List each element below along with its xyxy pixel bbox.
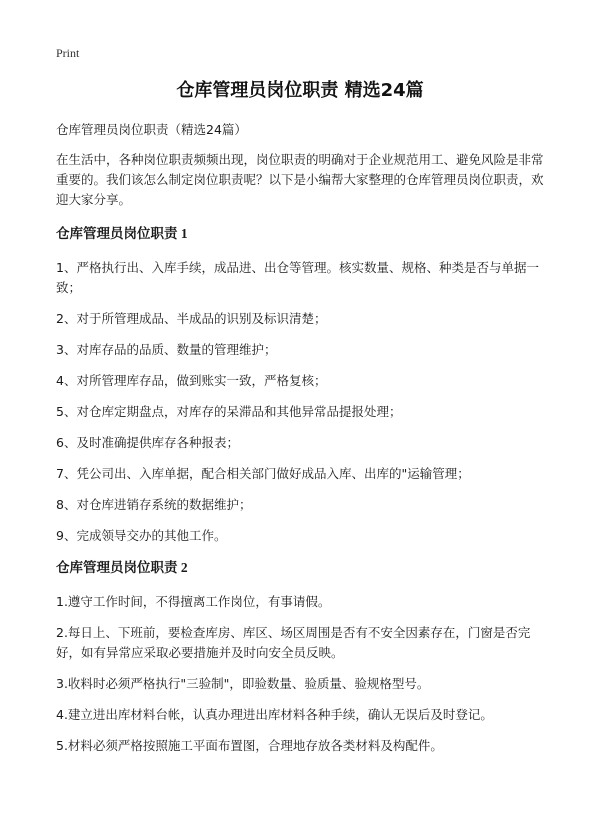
list-item: 3、对库存品的品质、数量的管理维护； (56, 342, 277, 357)
list-item: 6、及时准确提供库存各种报表； (56, 435, 239, 450)
document-subtitle: 仓库管理员岗位职责（精选24篇） (56, 122, 247, 137)
list-item: 2、对于所管理成品、半成品的识别及标识清楚； (56, 311, 327, 326)
section-heading: 仓库管理员岗位职责 2 (56, 560, 188, 575)
section-2 (56, 558, 550, 756)
section-heading: 仓库管理员岗位职责 1 (56, 226, 188, 241)
intro-paragraph: 在生活中，各种岗位职责频频出现，岗位职责的明确对于企业规范用工、避免风险是非常重要的。我们该怎么制定岗位职责呢？以下是小编帮大家整理的仓库管理员岗位职责，欢迎大家分享。 (56, 152, 544, 207)
list-item: 4.建立进出库材料台帐，认真办理进出库材料各种手续，确认无误后及时登记。 (56, 707, 493, 722)
print-link[interactable]: Print (56, 46, 80, 60)
list-item: 8、对仓库进销存系统的数据维护； (56, 497, 252, 512)
list-item: 5.材料必须严格按照施工平面布置图，合理地存放各类材料及构配件。 (56, 738, 443, 753)
page-title: 仓库管理员岗位职责 精选24篇 (176, 80, 424, 101)
list-item: 7、凭公司出、入库单据，配合相关部门做好成品入库、出库的"运输管理； (56, 466, 470, 481)
list-item: 2.每日上、下班前，要检查库房、库区、场区周围是否有不安全因素存在，门窗是否完好，如有异常应采取必要措施并及时向安全员反映。 (56, 625, 531, 660)
list-item: 5、对仓库定期盘点，对库存的呆滞品和其他异常品提报处理； (56, 404, 402, 419)
list-item: 1、严格执行出、入库手续，成品进、出仓等管理。核实数量、规格、种类是否与单据一致； (56, 260, 539, 295)
list-item: 9、完成领导交办的其他工作。 (56, 528, 227, 543)
section-1 (56, 224, 550, 546)
list-item: 4、对所管理库存品，做到账实一致，严格复核； (56, 373, 327, 388)
list-item: 1.遵守工作时间，不得擅离工作岗位，有事请假。 (56, 594, 331, 609)
document-body (56, 120, 550, 768)
list-item: 3.收料时必须严格执行"三验制"，即验数量、验质量、验规格型号。 (56, 676, 430, 691)
